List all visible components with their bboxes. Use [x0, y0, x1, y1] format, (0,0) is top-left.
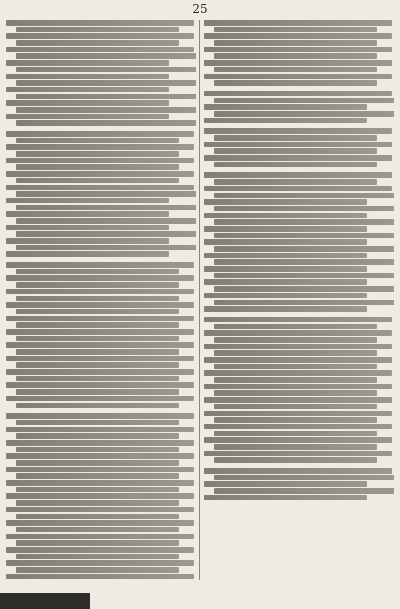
text-line [6, 144, 194, 150]
text-line [204, 33, 392, 39]
text-line [204, 74, 392, 80]
text-line [16, 487, 179, 493]
text-line [6, 560, 194, 566]
text-line [16, 296, 179, 302]
text-line [204, 128, 392, 134]
text-line [204, 199, 367, 205]
text-line [6, 453, 194, 459]
text-line [6, 396, 194, 402]
text-line [6, 329, 194, 335]
text-line [204, 397, 392, 403]
text-line [16, 349, 179, 355]
text-line [214, 40, 377, 46]
text-line [16, 567, 179, 573]
text-line [204, 481, 367, 487]
text-line [6, 262, 194, 268]
text-line [16, 362, 179, 368]
text-line [6, 574, 194, 580]
text-line [204, 317, 392, 323]
right-column [204, 20, 394, 580]
text-line [204, 155, 392, 161]
text-line [214, 179, 377, 185]
text-line [214, 364, 377, 370]
text-line [6, 369, 194, 375]
text-line [16, 138, 179, 144]
text-line [204, 437, 392, 443]
text-line [214, 350, 377, 356]
text-line [214, 80, 377, 86]
text-line [6, 211, 169, 217]
text-line [16, 500, 179, 506]
text-line [16, 245, 196, 251]
text-line [214, 457, 377, 463]
text-line [6, 158, 194, 164]
left-column [6, 20, 196, 580]
text-line [6, 20, 194, 26]
text-line [204, 104, 367, 110]
text-line [204, 239, 367, 245]
text-line [16, 336, 179, 342]
text-line [6, 507, 194, 513]
section-gap [204, 501, 394, 505]
text-line [16, 420, 179, 426]
text-line [204, 279, 367, 285]
text-line [16, 164, 179, 170]
text-line [16, 309, 179, 315]
text-line [6, 493, 194, 499]
text-line [6, 316, 194, 322]
text-line [204, 468, 392, 474]
text-line [214, 404, 377, 410]
text-line [204, 330, 392, 336]
text-line [16, 269, 179, 275]
text-line [214, 337, 377, 343]
text-line [204, 172, 392, 178]
text-line [204, 424, 392, 430]
text-line [16, 460, 179, 466]
text-line [204, 344, 392, 350]
text-line [16, 67, 196, 73]
text-line [16, 389, 179, 395]
text-line [204, 60, 392, 66]
text-line [214, 417, 377, 423]
text-line [204, 142, 392, 148]
text-line [204, 47, 392, 53]
text-line [204, 411, 392, 417]
text-line [6, 413, 194, 419]
text-line [214, 246, 394, 252]
text-line [6, 33, 194, 39]
text-line [16, 527, 179, 533]
library-stamp [0, 593, 90, 609]
text-line [16, 473, 179, 479]
text-line [16, 282, 179, 288]
text-line [6, 114, 169, 120]
text-line [204, 91, 392, 97]
text-line [204, 370, 392, 376]
text-line [204, 306, 367, 312]
text-line [6, 547, 194, 553]
text-line [16, 447, 179, 453]
text-line [6, 534, 194, 540]
text-line [214, 148, 377, 154]
text-line [6, 440, 194, 446]
text-line [6, 185, 194, 191]
text-line [204, 20, 392, 26]
text-line [16, 205, 196, 211]
text-line [16, 53, 196, 59]
text-line [204, 266, 367, 272]
text-line [6, 382, 194, 388]
text-line [16, 540, 179, 546]
text-line [214, 377, 377, 383]
text-line [214, 67, 377, 73]
text-line [214, 193, 394, 199]
text-line [6, 60, 169, 66]
text-line [204, 186, 392, 192]
text-line [6, 342, 194, 348]
text-line [16, 191, 196, 197]
text-line [214, 233, 394, 239]
text-line [214, 111, 394, 117]
text-line [204, 357, 392, 363]
text-line [204, 384, 392, 390]
text-line [6, 480, 194, 486]
text-line [214, 273, 394, 279]
text-line [204, 495, 367, 501]
text-line [16, 178, 179, 184]
text-line [16, 433, 179, 439]
text-line [6, 131, 194, 137]
text-line [16, 120, 196, 126]
text-line [6, 275, 194, 281]
text-line [214, 431, 377, 437]
text-line [204, 118, 367, 124]
text-line [16, 322, 179, 328]
text-line [16, 231, 196, 237]
text-line [16, 554, 179, 560]
text-line [6, 74, 169, 80]
text-line [6, 467, 194, 473]
text-line [6, 100, 169, 106]
text-line [204, 451, 392, 457]
text-line [16, 376, 179, 382]
text-line [214, 206, 394, 212]
text-line [204, 226, 367, 232]
text-line [214, 390, 377, 396]
text-line [6, 87, 169, 93]
text-line [6, 302, 194, 308]
text-line [6, 238, 169, 244]
text-line [16, 151, 179, 157]
text-line [214, 219, 394, 225]
text-line [16, 40, 179, 46]
text-line [16, 107, 196, 113]
text-line [6, 198, 169, 204]
text-line [214, 162, 377, 168]
text-line [214, 27, 377, 33]
text-line [16, 94, 196, 100]
text-line [6, 47, 194, 53]
text-line [16, 80, 196, 86]
text-line [6, 520, 194, 526]
text-line [214, 286, 394, 292]
text-line [214, 324, 377, 330]
column-divider [199, 20, 200, 580]
text-line [6, 289, 194, 295]
text-line [214, 488, 394, 494]
text-line [204, 293, 367, 299]
page-number: 25 [192, 2, 208, 16]
text-line [204, 253, 367, 259]
text-line [214, 300, 394, 306]
text-line [214, 475, 394, 481]
text-line [204, 213, 367, 219]
text-line [214, 259, 394, 265]
text-line [6, 427, 194, 433]
text-line [6, 251, 169, 257]
text-line [6, 171, 194, 177]
text-line [16, 27, 179, 33]
text-line [214, 53, 377, 59]
text-line [16, 403, 179, 409]
text-line [16, 514, 179, 520]
text-line [214, 98, 394, 104]
text-line [6, 225, 169, 231]
text-line [214, 135, 377, 141]
text-line [6, 356, 194, 362]
text-line [16, 218, 196, 224]
text-line [214, 444, 377, 450]
